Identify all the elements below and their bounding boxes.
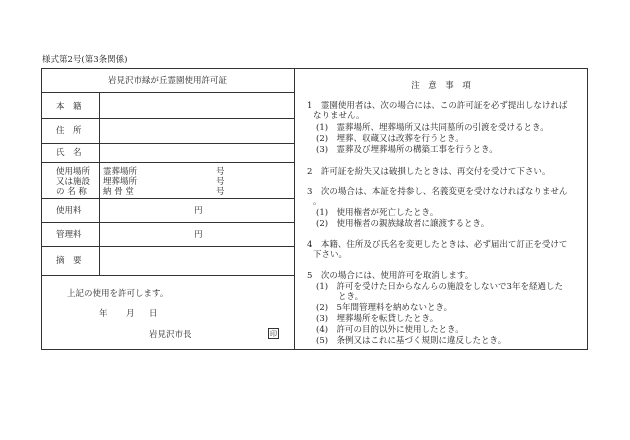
note-3-1: (1) 使用権者が死亡したとき。 [316, 208, 439, 218]
note-1: 1 霊園使用者は、次の場合には、この許可証を必ず提出しなければ なりません。 [307, 101, 568, 121]
permit-statement: 上記の使用を許可します。 [67, 289, 169, 299]
place-name: 霊葬場所 [103, 167, 138, 177]
label-place-3: の 名 称 [56, 187, 87, 197]
label-place-2: 又は施設 [56, 177, 91, 187]
label-name: 氏 名 [56, 148, 82, 158]
label-remarks: 摘 要 [56, 256, 82, 266]
date-year: 年 [99, 309, 108, 319]
place-name: 埋葬場所 [103, 177, 138, 187]
row-line [41, 118, 294, 119]
label-address: 住 所 [56, 126, 82, 136]
label-fee: 使用料 [56, 206, 82, 216]
place-name: 納 骨 堂 [103, 187, 134, 197]
date-month: 月 [126, 309, 135, 319]
note-5-5: (5) 条例又はこれに基づく規則に違反したとき。 [316, 336, 507, 346]
center-divider [294, 68, 295, 350]
note-1-2: (2) 埋葬、収蔵又は改葬を行うとき。 [316, 134, 464, 144]
seal-mark: 印 [270, 330, 277, 338]
place-unit: 号 [216, 167, 225, 177]
notes-title: 注 意 事 項 [411, 81, 471, 91]
management-fee-unit: 円 [194, 230, 203, 240]
label-place-1: 使用場所 [56, 167, 91, 177]
note-5: 5 次の場合には、使用許可を取消します。 [307, 271, 474, 281]
note-5-3: (3) 埋葬場所を転貸したとき。 [316, 314, 439, 324]
note-2: 2 許可証を紛失又は破損したときは、再交付を受けて下さい。 [307, 167, 551, 177]
row-line [41, 246, 294, 247]
form-code: 様式第2号(第3条関係) [42, 55, 128, 65]
row-line [41, 162, 294, 163]
label-column-divider [99, 92, 100, 275]
row-line [41, 275, 294, 276]
row-line [41, 143, 294, 144]
row-line [41, 92, 294, 93]
note-4: 4 本籍、住所及び氏名を変更したときは、必ず届出て訂正を受けて 下さい。 [307, 240, 568, 260]
row-line [41, 198, 294, 199]
permit-title: 岩見沢市緑が丘霊園使用許可証 [107, 76, 227, 86]
label-management-fee: 管理料 [56, 230, 82, 240]
note-5-1: (1) 許可を受けた日からなんらの施設をしないで3年を経過した とき。 [316, 282, 563, 302]
note-5-4: (4) 許可の目的以外に使用したとき。 [316, 325, 464, 335]
note-3: 3 次の場合は、本証を持参し、名義変更を受けなければなりません 。 [307, 187, 568, 207]
mayor-title: 岩見沢市長 [149, 330, 192, 340]
place-unit: 号 [216, 187, 225, 197]
fee-unit: 円 [194, 206, 203, 216]
note-1-3: (3) 霊葬及び埋葬場所の構築工事を行うとき。 [316, 145, 498, 155]
note-1-1: (1) 霊葬場所、埋葬場所又は共同墓所の引渡を受けるとき。 [316, 123, 549, 133]
note-5-2: (2) 5年間管理料を納めないとき。 [316, 303, 453, 313]
place-unit: 号 [216, 177, 225, 187]
note-3-2: (2) 使用権者の親族縁故者に譲渡するとき。 [316, 219, 490, 229]
date-day: 日 [149, 309, 158, 319]
row-line [41, 222, 294, 223]
label-honseki: 本 籍 [56, 102, 82, 112]
